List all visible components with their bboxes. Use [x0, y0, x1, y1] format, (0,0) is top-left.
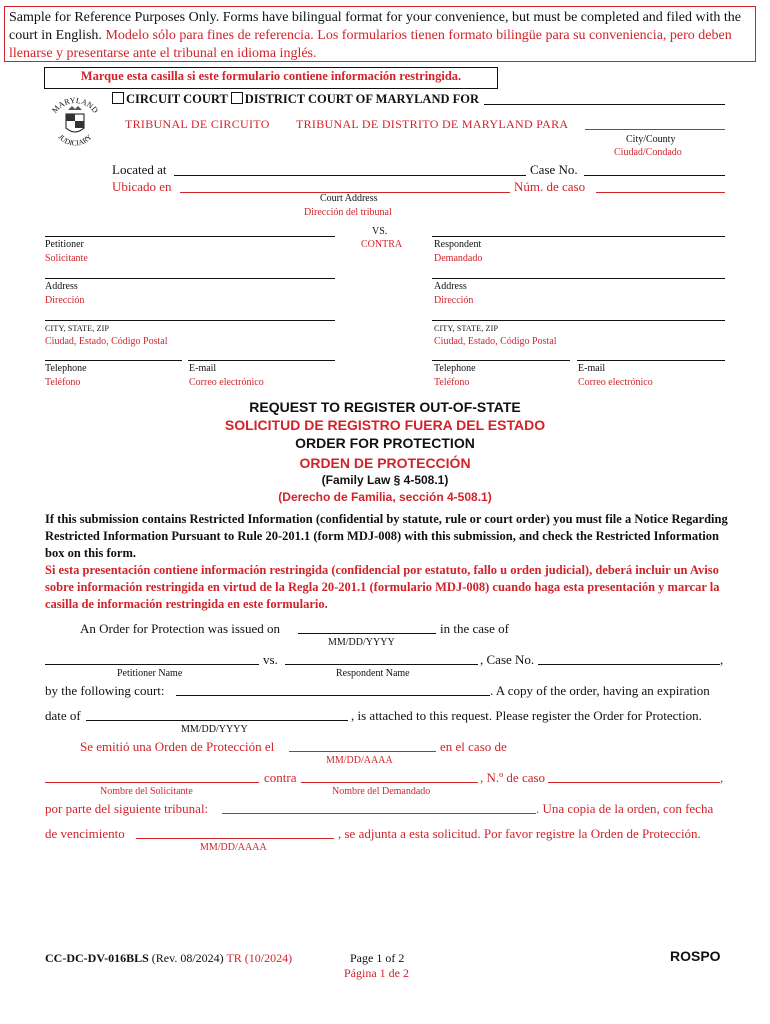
svg-text:JUDICIARY: JUDICIARY: [56, 132, 94, 148]
respondent-city-label: CITY, STATE, ZIP: [434, 324, 499, 333]
restricted-notice-es: Si esta presentación contiene información restringida (confidencial por estatuto, fallo u orden judicial), deberá incluir un Aviso sobre información restringida en virtud de la Regla 20-201.1 (formulario MDJ-008) cuando haga esta presentación y marcar la casilla de información restringida en este formulario.: [45, 563, 720, 611]
court-address-label: Court Address: [320, 193, 378, 204]
expiration-date-format: MM/DD/YYYY: [181, 724, 248, 735]
case-no-inline-field-es: [548, 782, 720, 783]
respondent-phone-label-es: Teléfono: [434, 377, 470, 388]
located-at-label-es: Ubicado en: [112, 179, 172, 194]
footer-form-id: [45, 951, 292, 966]
restricted-notice: If this submission contains Restricted Information (confidential by statute, rule or court order) you must file a Notice Regarding Restricted Information Pursuant to Rule 20-201.1 (form MDJ-008) with this submission, and check the Restricted Information box on this form.: [45, 512, 728, 560]
expiration-date-field-es: [136, 838, 334, 839]
maryland-judiciary-seal-icon: [44, 92, 106, 154]
restricted-info-checkbox[interactable]: [44, 67, 498, 89]
respondent-phone-field[interactable]: [432, 360, 570, 361]
located-at-label: Located at: [112, 162, 167, 177]
petitioner-phone-field[interactable]: [45, 360, 182, 361]
petitioner-name-label-es: Nombre del Solicitante: [100, 786, 193, 797]
svg-text:MARYLAND: MARYLAND: [50, 95, 100, 115]
case-no-comma-es: ,: [720, 770, 724, 785]
case-no-field[interactable]: [584, 175, 725, 176]
court-for-field-es: [585, 129, 725, 130]
respondent-address-label: Address: [434, 281, 467, 292]
petitioner-email-label-es: Correo electrónico: [189, 377, 264, 388]
respondent-name-label-es: Nombre del Demandado: [332, 786, 431, 797]
petitioner-label: Petitioner: [45, 239, 84, 250]
court-address-field[interactable]: [174, 175, 526, 176]
circuit-court-label: CIRCUIT COURT: [126, 92, 228, 106]
petitioner-email-field[interactable]: [188, 360, 335, 361]
respondent-name-label: Respondent Name: [336, 668, 410, 679]
case-no-inline-label: , Case No.: [480, 652, 535, 667]
respondent-email-label-es: Correo electrónico: [578, 377, 653, 388]
respondent-email-label: E-mail: [578, 363, 606, 374]
form-subtitle: ORDER FOR PROTECTION: [295, 435, 475, 451]
petitioner-name-label: Petitioner Name: [117, 668, 183, 679]
court-address-label-es: Dirección del tribunal: [304, 207, 392, 218]
petitioner-field[interactable]: [45, 236, 335, 237]
copy-text-es: . Una copia de la orden, con fecha: [536, 801, 714, 816]
respondent-city-field[interactable]: [432, 320, 725, 321]
vs-inline-label: vs.: [263, 652, 278, 667]
respondent-address-label-es: Dirección: [434, 295, 474, 306]
banner-text-en: Sample for Reference Purposes Only. Forms have bilingual format for your convenience, but must be completed and filed with the court in English.: [9, 10, 741, 43]
page-number: Page 1 of 2: [350, 951, 405, 965]
statute-ref: (Family Law § 4-508.1): [321, 473, 449, 487]
petitioner-city-label: CITY, STATE, ZIP: [45, 324, 110, 333]
court-for-field[interactable]: [484, 104, 725, 105]
attached-text-es: , se adjunta a esta solicitud. Por favor registre la Orden de Protección.: [338, 826, 701, 841]
petitioner-address-field[interactable]: [45, 278, 335, 279]
issued-on-label-es: Se emitió una Orden de Protección el: [80, 739, 275, 754]
respondent-address-field[interactable]: [432, 278, 725, 279]
citycounty-label-es: Ciudad/Condado: [614, 147, 682, 158]
vs-label: VS.: [372, 226, 388, 237]
petitioner-address-label: Address: [45, 281, 78, 292]
respondent-field[interactable]: [432, 236, 725, 237]
contra-inline-label: contra: [264, 770, 297, 785]
form-code: ROSPO: [670, 948, 721, 964]
petitioner-label-es: Solicitante: [45, 253, 88, 264]
reference-banner: [4, 6, 756, 62]
respondent-label-es: Demandado: [434, 253, 483, 264]
form-title-es: SOLICITUD DE REGISTRO FUERA DEL ESTADO: [224, 417, 546, 433]
circuit-court-checkbox[interactable]: [112, 92, 124, 104]
issued-date-field[interactable]: [298, 633, 436, 634]
form-title: REQUEST TO REGISTER OUT-OF-STATE: [249, 399, 521, 415]
case-no-label-es: Núm. de caso: [514, 179, 586, 194]
form-subtitle-es: ORDEN DE PROTECCIÓN: [299, 455, 471, 471]
issued-date-format: MM/DD/YYYY: [328, 637, 395, 648]
expiration-date-field[interactable]: [86, 720, 348, 721]
petitioner-city-label-es: Ciudad, Estado, Código Postal: [45, 336, 168, 347]
case-no-inline-label-es: , N.º de caso: [480, 770, 546, 785]
by-court-label-es: por parte del siguiente tribunal:: [45, 801, 209, 816]
form-revision: (Rev. 08/2024): [151, 951, 224, 965]
issued-date-field-es: [289, 751, 436, 752]
case-no-label: Case No.: [530, 162, 578, 177]
petitioner-name-field[interactable]: [45, 664, 259, 665]
petitioner-city-field[interactable]: [45, 320, 335, 321]
petitioner-phone-label: Telephone: [45, 363, 87, 374]
respondent-email-field[interactable]: [577, 360, 725, 361]
district-court-label-es: TRIBUNAL DE DISTRITO DE MARYLAND PARA: [296, 117, 569, 131]
respondent-city-label-es: Ciudad, Estado, Código Postal: [434, 336, 557, 347]
case-no-comma: ,: [720, 652, 724, 667]
issuing-court-field[interactable]: [176, 695, 490, 696]
statute-ref-es: (Derecho de Familia, sección 4-508.1): [278, 490, 492, 504]
petitioner-address-label-es: Dirección: [45, 295, 85, 306]
citycounty-label: City/County: [626, 134, 676, 145]
by-court-label: by the following court:: [45, 683, 165, 698]
respondent-label: Respondent: [434, 239, 482, 250]
issued-date-format-es: MM/DD/AAAA: [326, 755, 393, 766]
circuit-court-label-es: TRIBUNAL DE CIRCUITO: [125, 117, 270, 131]
court-selection-row: [112, 92, 479, 107]
vs-label-es: CONTRA: [361, 239, 403, 250]
banner-text-es: Modelo sólo para fines de referencia. Los formularios tienen formato bilingüe para su conveniencia, pero deben llenarse y presentarse ante el tribunal en idioma inglés.: [9, 28, 732, 61]
in-case-label: in the case of: [440, 621, 509, 636]
petitioner-email-label: E-mail: [189, 363, 217, 374]
respondent-name-field-es: [301, 782, 478, 783]
case-no-inline-field[interactable]: [538, 664, 720, 665]
expiry-label-es: de vencimiento: [45, 826, 125, 841]
form-id: CC-DC-DV-016BLS: [45, 951, 149, 965]
expiration-date-format-es: MM/DD/AAAA: [200, 842, 267, 853]
issued-on-label: An Order for Protection was issued on: [80, 621, 281, 636]
date-of-label: date of: [45, 708, 81, 723]
issuing-court-field-es: [222, 813, 536, 814]
copy-text: . A copy of the order, having an expiration: [490, 683, 710, 698]
respondent-name-field[interactable]: [285, 664, 478, 665]
form-translation-date: TR (10/2024): [226, 951, 293, 965]
in-case-label-es: en el caso de: [440, 739, 507, 754]
respondent-phone-label: Telephone: [434, 363, 476, 374]
attached-text: , is attached to this request. Please register the Order for Protection.: [351, 708, 702, 723]
petitioner-phone-label-es: Teléfono: [45, 377, 81, 388]
petitioner-name-field-es: [45, 782, 259, 783]
case-no-field-es: [596, 192, 725, 193]
restricted-info-label: Marque esta casilla si este formulario contiene información restringida.: [80, 69, 462, 83]
district-court-label: DISTRICT COURT OF MARYLAND FOR: [244, 92, 480, 106]
district-court-checkbox[interactable]: [231, 92, 243, 104]
page-number-es: Página 1 de 2: [344, 966, 409, 980]
